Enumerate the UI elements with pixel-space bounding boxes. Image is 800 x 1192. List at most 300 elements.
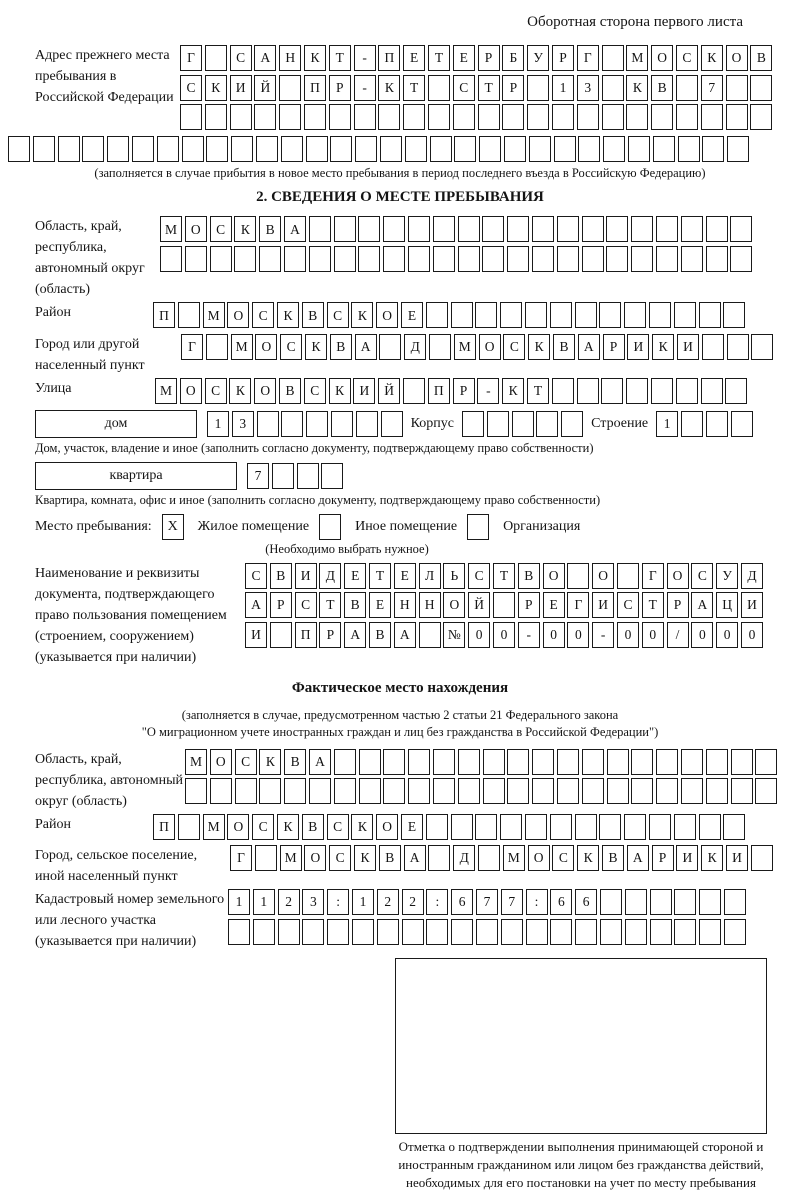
char-cell[interactable] (500, 302, 522, 328)
char-cell[interactable] (259, 778, 281, 804)
char-cell[interactable] (478, 104, 500, 130)
char-cell[interactable] (180, 104, 202, 130)
char-cell[interactable] (726, 75, 748, 101)
char-cell[interactable] (706, 749, 728, 775)
char-cell[interactable] (205, 45, 227, 71)
char-cell[interactable] (358, 216, 380, 242)
char-cell[interactable] (408, 246, 430, 272)
char-cell[interactable] (750, 75, 772, 101)
char-cell[interactable] (656, 778, 678, 804)
char-cell[interactable]: - (477, 378, 499, 404)
char-cell[interactable]: А (254, 45, 276, 71)
char-cell[interactable] (157, 136, 179, 162)
char-cell[interactable]: Й (378, 378, 400, 404)
char-cell[interactable] (702, 136, 724, 162)
char-cell[interactable] (723, 302, 745, 328)
char-cell[interactable]: С (304, 378, 326, 404)
char-cell[interactable]: И (245, 622, 267, 648)
char-cell[interactable] (674, 302, 696, 328)
char-cell[interactable] (403, 104, 425, 130)
char-cell[interactable]: - (354, 45, 376, 71)
char-cell[interactable]: К (652, 334, 674, 360)
char-cell[interactable]: Т (329, 45, 351, 71)
char-cell[interactable]: К (701, 45, 723, 71)
char-cell[interactable] (656, 216, 678, 242)
char-cell[interactable] (270, 622, 292, 648)
char-cell[interactable]: А (691, 592, 713, 618)
char-cell[interactable] (381, 411, 403, 437)
char-cell[interactable]: Т (493, 563, 515, 589)
char-cell[interactable] (702, 334, 724, 360)
char-cell[interactable]: С (691, 563, 713, 589)
char-cell[interactable] (426, 919, 448, 945)
char-cell[interactable]: Й (468, 592, 490, 618)
char-cell[interactable]: Н (394, 592, 416, 618)
char-cell[interactable] (724, 889, 746, 915)
char-cell[interactable] (253, 919, 275, 945)
char-cell[interactable] (502, 104, 524, 130)
stamp-box[interactable] (395, 958, 767, 1134)
char-cell[interactable]: А (344, 622, 366, 648)
char-cell[interactable] (185, 246, 207, 272)
char-cell[interactable] (600, 919, 622, 945)
char-cell[interactable]: С (180, 75, 202, 101)
char-cell[interactable]: Е (401, 302, 423, 328)
char-cell[interactable] (259, 246, 281, 272)
char-cell[interactable]: Е (453, 45, 475, 71)
char-cell[interactable] (649, 302, 671, 328)
char-cell[interactable] (557, 749, 579, 775)
char-cell[interactable] (656, 246, 678, 272)
char-cell[interactable]: М (503, 845, 525, 871)
char-cell[interactable]: В (379, 845, 401, 871)
char-cell[interactable]: : (327, 889, 349, 915)
char-cell[interactable]: О (479, 334, 501, 360)
char-cell[interactable]: У (527, 45, 549, 71)
char-cell[interactable]: С (617, 592, 639, 618)
char-cell[interactable] (359, 749, 381, 775)
char-cell[interactable]: С (453, 75, 475, 101)
char-cell[interactable] (451, 302, 473, 328)
char-cell[interactable]: 1 (253, 889, 275, 915)
char-cell[interactable]: И (741, 592, 763, 618)
char-cell[interactable] (107, 136, 129, 162)
char-cell[interactable] (281, 411, 303, 437)
char-cell[interactable] (356, 411, 378, 437)
char-cell[interactable] (606, 246, 628, 272)
char-cell[interactable]: К (502, 378, 524, 404)
char-cell[interactable] (304, 104, 326, 130)
char-cell[interactable] (419, 622, 441, 648)
char-cell[interactable] (676, 104, 698, 130)
char-cell[interactable] (475, 302, 497, 328)
char-cell[interactable] (527, 104, 549, 130)
char-cell[interactable]: П (295, 622, 317, 648)
char-cell[interactable]: С (235, 749, 257, 775)
char-cell[interactable] (552, 104, 574, 130)
char-cell[interactable]: П (304, 75, 326, 101)
char-cell[interactable]: 6 (451, 889, 473, 915)
char-cell[interactable] (626, 104, 648, 130)
char-cell[interactable]: С (230, 45, 252, 71)
apartment-type-box[interactable]: квартира (35, 462, 237, 490)
char-cell[interactable]: Б (502, 45, 524, 71)
char-cell[interactable]: К (205, 75, 227, 101)
char-cell[interactable] (451, 814, 473, 840)
char-cell[interactable]: А (578, 334, 600, 360)
char-cell[interactable] (650, 889, 672, 915)
char-cell[interactable]: Е (401, 814, 423, 840)
char-cell[interactable]: К (378, 75, 400, 101)
char-cell[interactable]: К (277, 814, 299, 840)
char-cell[interactable] (408, 216, 430, 242)
char-cell[interactable] (185, 778, 207, 804)
char-cell[interactable] (681, 411, 703, 437)
char-cell[interactable]: Р (319, 622, 341, 648)
char-cell[interactable] (550, 302, 572, 328)
char-cell[interactable]: С (245, 563, 267, 589)
char-cell[interactable]: Т (527, 378, 549, 404)
char-cell[interactable]: О (254, 378, 276, 404)
char-cell[interactable]: К (528, 334, 550, 360)
char-cell[interactable]: С (210, 216, 232, 242)
char-cell[interactable]: О (543, 563, 565, 589)
char-cell[interactable]: 1 (228, 889, 250, 915)
char-cell[interactable] (727, 334, 749, 360)
char-cell[interactable] (676, 75, 698, 101)
char-cell[interactable]: К (329, 378, 351, 404)
char-cell[interactable] (501, 919, 523, 945)
char-cell[interactable] (625, 919, 647, 945)
char-cell[interactable]: Ь (443, 563, 465, 589)
char-cell[interactable]: И (726, 845, 748, 871)
char-cell[interactable] (527, 75, 549, 101)
char-cell[interactable] (458, 749, 480, 775)
char-cell[interactable]: В (284, 749, 306, 775)
char-cell[interactable]: 7 (501, 889, 523, 915)
char-cell[interactable]: С (252, 302, 274, 328)
char-cell[interactable] (532, 778, 554, 804)
char-cell[interactable] (651, 104, 673, 130)
char-cell[interactable]: О (528, 845, 550, 871)
char-cell[interactable] (377, 919, 399, 945)
char-cell[interactable] (383, 778, 405, 804)
char-cell[interactable] (706, 411, 728, 437)
char-cell[interactable]: С (676, 45, 698, 71)
char-cell[interactable] (731, 749, 753, 775)
char-cell[interactable] (329, 104, 351, 130)
char-cell[interactable] (430, 136, 452, 162)
char-cell[interactable] (255, 845, 277, 871)
char-cell[interactable]: С (468, 563, 490, 589)
char-cell[interactable]: В (259, 216, 281, 242)
char-cell[interactable]: В (369, 622, 391, 648)
char-cell[interactable] (279, 104, 301, 130)
char-cell[interactable] (58, 136, 80, 162)
char-cell[interactable]: А (404, 845, 426, 871)
char-cell[interactable] (607, 778, 629, 804)
char-cell[interactable]: 1 (352, 889, 374, 915)
char-cell[interactable]: А (355, 334, 377, 360)
checkbox-other-premises[interactable] (319, 514, 341, 540)
char-cell[interactable] (359, 778, 381, 804)
char-cell[interactable] (487, 411, 509, 437)
char-cell[interactable]: 1 (552, 75, 574, 101)
char-cell[interactable] (674, 889, 696, 915)
char-cell[interactable]: Р (603, 334, 625, 360)
char-cell[interactable]: П (153, 814, 175, 840)
char-cell[interactable] (554, 136, 576, 162)
char-cell[interactable] (699, 889, 721, 915)
char-cell[interactable] (379, 334, 401, 360)
char-cell[interactable] (512, 411, 534, 437)
char-cell[interactable]: Р (518, 592, 540, 618)
char-cell[interactable]: О (376, 814, 398, 840)
char-cell[interactable] (577, 104, 599, 130)
char-cell[interactable]: В (302, 302, 324, 328)
char-cell[interactable]: П (378, 45, 400, 71)
char-cell[interactable] (651, 378, 673, 404)
char-cell[interactable]: 0 (567, 622, 589, 648)
char-cell[interactable] (500, 814, 522, 840)
char-cell[interactable] (504, 136, 526, 162)
char-cell[interactable]: В (518, 563, 540, 589)
char-cell[interactable] (206, 334, 228, 360)
char-cell[interactable]: О (667, 563, 689, 589)
char-cell[interactable] (354, 104, 376, 130)
char-cell[interactable]: Р (453, 378, 475, 404)
char-cell[interactable] (575, 814, 597, 840)
char-cell[interactable] (600, 889, 622, 915)
char-cell[interactable]: Р (667, 592, 689, 618)
char-cell[interactable]: Р (552, 45, 574, 71)
char-cell[interactable]: И (230, 75, 252, 101)
char-cell[interactable]: 6 (575, 889, 597, 915)
char-cell[interactable] (309, 246, 331, 272)
char-cell[interactable]: Г (577, 45, 599, 71)
char-cell[interactable] (383, 246, 405, 272)
char-cell[interactable] (730, 216, 752, 242)
char-cell[interactable] (428, 75, 450, 101)
char-cell[interactable]: Е (344, 563, 366, 589)
char-cell[interactable] (751, 845, 773, 871)
char-cell[interactable] (526, 919, 548, 945)
char-cell[interactable] (284, 778, 306, 804)
char-cell[interactable] (701, 378, 723, 404)
char-cell[interactable]: О (180, 378, 202, 404)
char-cell[interactable] (433, 778, 455, 804)
char-cell[interactable]: И (353, 378, 375, 404)
char-cell[interactable]: Т (319, 592, 341, 618)
char-cell[interactable] (699, 302, 721, 328)
char-cell[interactable] (550, 919, 572, 945)
char-cell[interactable] (727, 136, 749, 162)
char-cell[interactable]: 2 (278, 889, 300, 915)
char-cell[interactable]: / (667, 622, 689, 648)
char-cell[interactable] (529, 136, 551, 162)
char-cell[interactable] (730, 246, 752, 272)
char-cell[interactable]: 3 (302, 889, 324, 915)
char-cell[interactable] (454, 136, 476, 162)
char-cell[interactable]: 7 (247, 463, 269, 489)
char-cell[interactable] (755, 749, 777, 775)
char-cell[interactable] (178, 814, 200, 840)
char-cell[interactable]: Т (369, 563, 391, 589)
char-cell[interactable] (8, 136, 30, 162)
char-cell[interactable]: 0 (642, 622, 664, 648)
char-cell[interactable]: А (394, 622, 416, 648)
char-cell[interactable]: М (280, 845, 302, 871)
char-cell[interactable]: К (304, 45, 326, 71)
char-cell[interactable]: У (716, 563, 738, 589)
char-cell[interactable] (230, 104, 252, 130)
char-cell[interactable]: Е (369, 592, 391, 618)
char-cell[interactable]: Г (180, 45, 202, 71)
char-cell[interactable]: П (153, 302, 175, 328)
char-cell[interactable]: К (234, 216, 256, 242)
char-cell[interactable]: Д (453, 845, 475, 871)
char-cell[interactable] (433, 216, 455, 242)
char-cell[interactable] (178, 302, 200, 328)
char-cell[interactable] (433, 246, 455, 272)
char-cell[interactable] (681, 749, 703, 775)
char-cell[interactable]: Г (642, 563, 664, 589)
char-cell[interactable] (309, 216, 331, 242)
char-cell[interactable] (750, 104, 772, 130)
char-cell[interactable]: С (552, 845, 574, 871)
char-cell[interactable]: О (726, 45, 748, 71)
char-cell[interactable]: Е (394, 563, 416, 589)
char-cell[interactable]: Е (403, 45, 425, 71)
char-cell[interactable]: О (592, 563, 614, 589)
char-cell[interactable]: 0 (741, 622, 763, 648)
char-cell[interactable]: К (259, 749, 281, 775)
char-cell[interactable]: К (701, 845, 723, 871)
char-cell[interactable]: В (279, 378, 301, 404)
char-cell[interactable]: В (651, 75, 673, 101)
char-cell[interactable]: К (577, 845, 599, 871)
char-cell[interactable]: О (210, 749, 232, 775)
char-cell[interactable]: И (295, 563, 317, 589)
char-cell[interactable]: : (526, 889, 548, 915)
char-cell[interactable] (699, 919, 721, 945)
char-cell[interactable] (706, 246, 728, 272)
char-cell[interactable] (525, 302, 547, 328)
char-cell[interactable]: 1 (656, 411, 678, 437)
char-cell[interactable]: 6 (550, 889, 572, 915)
char-cell[interactable]: О (376, 302, 398, 328)
char-cell[interactable] (306, 136, 328, 162)
char-cell[interactable] (628, 136, 650, 162)
char-cell[interactable]: 0 (691, 622, 713, 648)
char-cell[interactable]: С (295, 592, 317, 618)
char-cell[interactable] (582, 216, 604, 242)
char-cell[interactable] (256, 136, 278, 162)
char-cell[interactable] (160, 246, 182, 272)
char-cell[interactable] (482, 216, 504, 242)
char-cell[interactable]: С (327, 814, 349, 840)
char-cell[interactable]: А (627, 845, 649, 871)
char-cell[interactable]: К (351, 814, 373, 840)
char-cell[interactable] (309, 778, 331, 804)
char-cell[interactable] (725, 378, 747, 404)
char-cell[interactable] (383, 216, 405, 242)
char-cell[interactable]: Л (419, 563, 441, 589)
char-cell[interactable] (334, 216, 356, 242)
char-cell[interactable]: А (245, 592, 267, 618)
char-cell[interactable] (674, 919, 696, 945)
char-cell[interactable] (82, 136, 104, 162)
char-cell[interactable]: М (203, 302, 225, 328)
char-cell[interactable]: Д (404, 334, 426, 360)
char-cell[interactable]: С (205, 378, 227, 404)
char-cell[interactable] (653, 136, 675, 162)
char-cell[interactable]: С (503, 334, 525, 360)
char-cell[interactable] (631, 749, 653, 775)
char-cell[interactable] (723, 814, 745, 840)
char-cell[interactable]: О (304, 845, 326, 871)
char-cell[interactable]: Р (652, 845, 674, 871)
char-cell[interactable] (731, 411, 753, 437)
char-cell[interactable] (327, 919, 349, 945)
char-cell[interactable] (575, 302, 597, 328)
char-cell[interactable] (567, 563, 589, 589)
char-cell[interactable]: М (454, 334, 476, 360)
char-cell[interactable] (483, 778, 505, 804)
char-cell[interactable]: Р (478, 45, 500, 71)
char-cell[interactable]: Ц (716, 592, 738, 618)
char-cell[interactable]: А (309, 749, 331, 775)
char-cell[interactable] (321, 463, 343, 489)
char-cell[interactable] (408, 778, 430, 804)
char-cell[interactable]: 0 (716, 622, 738, 648)
char-cell[interactable] (426, 302, 448, 328)
char-cell[interactable] (383, 749, 405, 775)
char-cell[interactable] (575, 919, 597, 945)
char-cell[interactable] (279, 75, 301, 101)
char-cell[interactable]: О (651, 45, 673, 71)
house-type-box[interactable]: дом (35, 410, 197, 438)
char-cell[interactable] (358, 246, 380, 272)
char-cell[interactable] (182, 136, 204, 162)
checkbox-residential[interactable]: X (162, 514, 184, 540)
char-cell[interactable] (306, 411, 328, 437)
char-cell[interactable]: С (327, 302, 349, 328)
char-cell[interactable] (331, 411, 353, 437)
char-cell[interactable] (532, 216, 554, 242)
char-cell[interactable]: П (428, 378, 450, 404)
char-cell[interactable] (433, 749, 455, 775)
char-cell[interactable] (378, 104, 400, 130)
char-cell[interactable] (681, 216, 703, 242)
char-cell[interactable]: К (354, 845, 376, 871)
char-cell[interactable] (405, 136, 427, 162)
char-cell[interactable]: - (592, 622, 614, 648)
char-cell[interactable]: М (231, 334, 253, 360)
char-cell[interactable] (602, 104, 624, 130)
char-cell[interactable] (751, 334, 773, 360)
char-cell[interactable] (334, 749, 356, 775)
char-cell[interactable] (606, 216, 628, 242)
char-cell[interactable] (706, 778, 728, 804)
char-cell[interactable]: В (330, 334, 352, 360)
char-cell[interactable] (701, 104, 723, 130)
char-cell[interactable] (429, 334, 451, 360)
char-cell[interactable]: Т (478, 75, 500, 101)
char-cell[interactable] (731, 778, 753, 804)
char-cell[interactable] (476, 919, 498, 945)
char-cell[interactable]: И (627, 334, 649, 360)
